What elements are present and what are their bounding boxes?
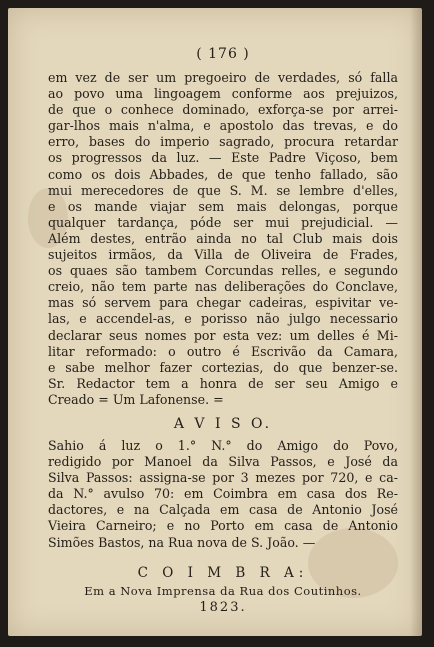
letter-line: ao povo uma lingoagem conforme aos prejuizos, xyxy=(48,86,398,102)
notice-heading: A V I S O. xyxy=(173,415,273,432)
letter-line: sujeitos irmãos, da Villa de Oliveira de Frades, xyxy=(48,247,398,263)
page-number: ( 176 ) xyxy=(196,46,250,62)
notice-line: Sahio á luz o 1.° N.° do Amigo do Povo, xyxy=(48,437,398,453)
letter-line: declarar seus nomes por esta vez: um delles é Mi- xyxy=(48,327,398,343)
letter-line: qualquer tardança, póde ser mui prejudicial. — xyxy=(48,214,398,230)
letter-line: litar reformado: o outro é Escrivão da Camara, xyxy=(48,343,398,359)
letter-line: os quaes são tambem Corcundas relles, e segundo xyxy=(48,263,398,279)
imprint-city: C O I M B R A: xyxy=(137,564,309,581)
letter-line: creio, não tem parte nas deliberações do Conclave, xyxy=(48,279,398,295)
letter-line: gar-lhos mais n'alma, e apostolo das trevas, e do xyxy=(48,118,398,134)
notice-line: Silva Passos: assigna-se por 3 mezes por 720, e ca- xyxy=(48,470,398,486)
letter-line: Além destes, entrão ainda no tal Club mais dois xyxy=(48,230,398,246)
imprint-printer: Em a Nova Imprensa da Rua dos Coutinhos. xyxy=(84,583,362,598)
letter-line: Sr. Redactor tem a honra de ser seu Amigo e xyxy=(48,375,398,391)
notice-line: dactores, e na Calçada em casa de Antonio José xyxy=(48,502,398,518)
notice-line: redigido por Manoel da Silva Passos, e José da xyxy=(48,454,398,470)
book-page xyxy=(8,8,422,636)
letter-line: como os dois Abbades, de que tenho fallado, são xyxy=(48,166,398,182)
letter-line: erro, bases do imperio sagrado, procura retardar xyxy=(48,134,398,150)
letter-line: mui merecedores de que S. M. se lembre d'elles, xyxy=(48,182,398,198)
notice-line: Vieira Carneiro; e no Porto em casa de Antonio xyxy=(48,518,398,534)
notice-line: da N.° avulso 70: em Coimbra em casa dos Re- xyxy=(48,486,398,502)
page-content xyxy=(48,46,398,615)
letter-body xyxy=(48,70,398,408)
letter-line: os progressos da luz. — Este Padre Viçoso, bem xyxy=(48,150,398,166)
letter-line: em vez de ser um pregoeiro de verdades, só falla xyxy=(48,70,398,85)
letter-line: las, e accendel-as, e porisso não julgo necessario xyxy=(48,311,398,327)
letter-line: e sabe melhor fazer cortezias, do que benzer-se. xyxy=(48,359,398,375)
notice-line: Simões Bastos, na Rua nova de S. João. — xyxy=(48,534,316,550)
notice-body xyxy=(48,438,398,551)
page-edge-shadow xyxy=(410,8,422,636)
letter-line: e os mande viajar sem mais delongas, porque xyxy=(48,198,398,214)
imprint-year: 1823. xyxy=(199,599,247,615)
letter-line: de que o conhece dominado, exforça-se por arrei- xyxy=(48,102,398,118)
letter-line: Creado = Um Lafonense. = xyxy=(48,391,224,407)
letter-line: mas só servem para chegar cadeiras, espivitar ve- xyxy=(48,295,398,311)
